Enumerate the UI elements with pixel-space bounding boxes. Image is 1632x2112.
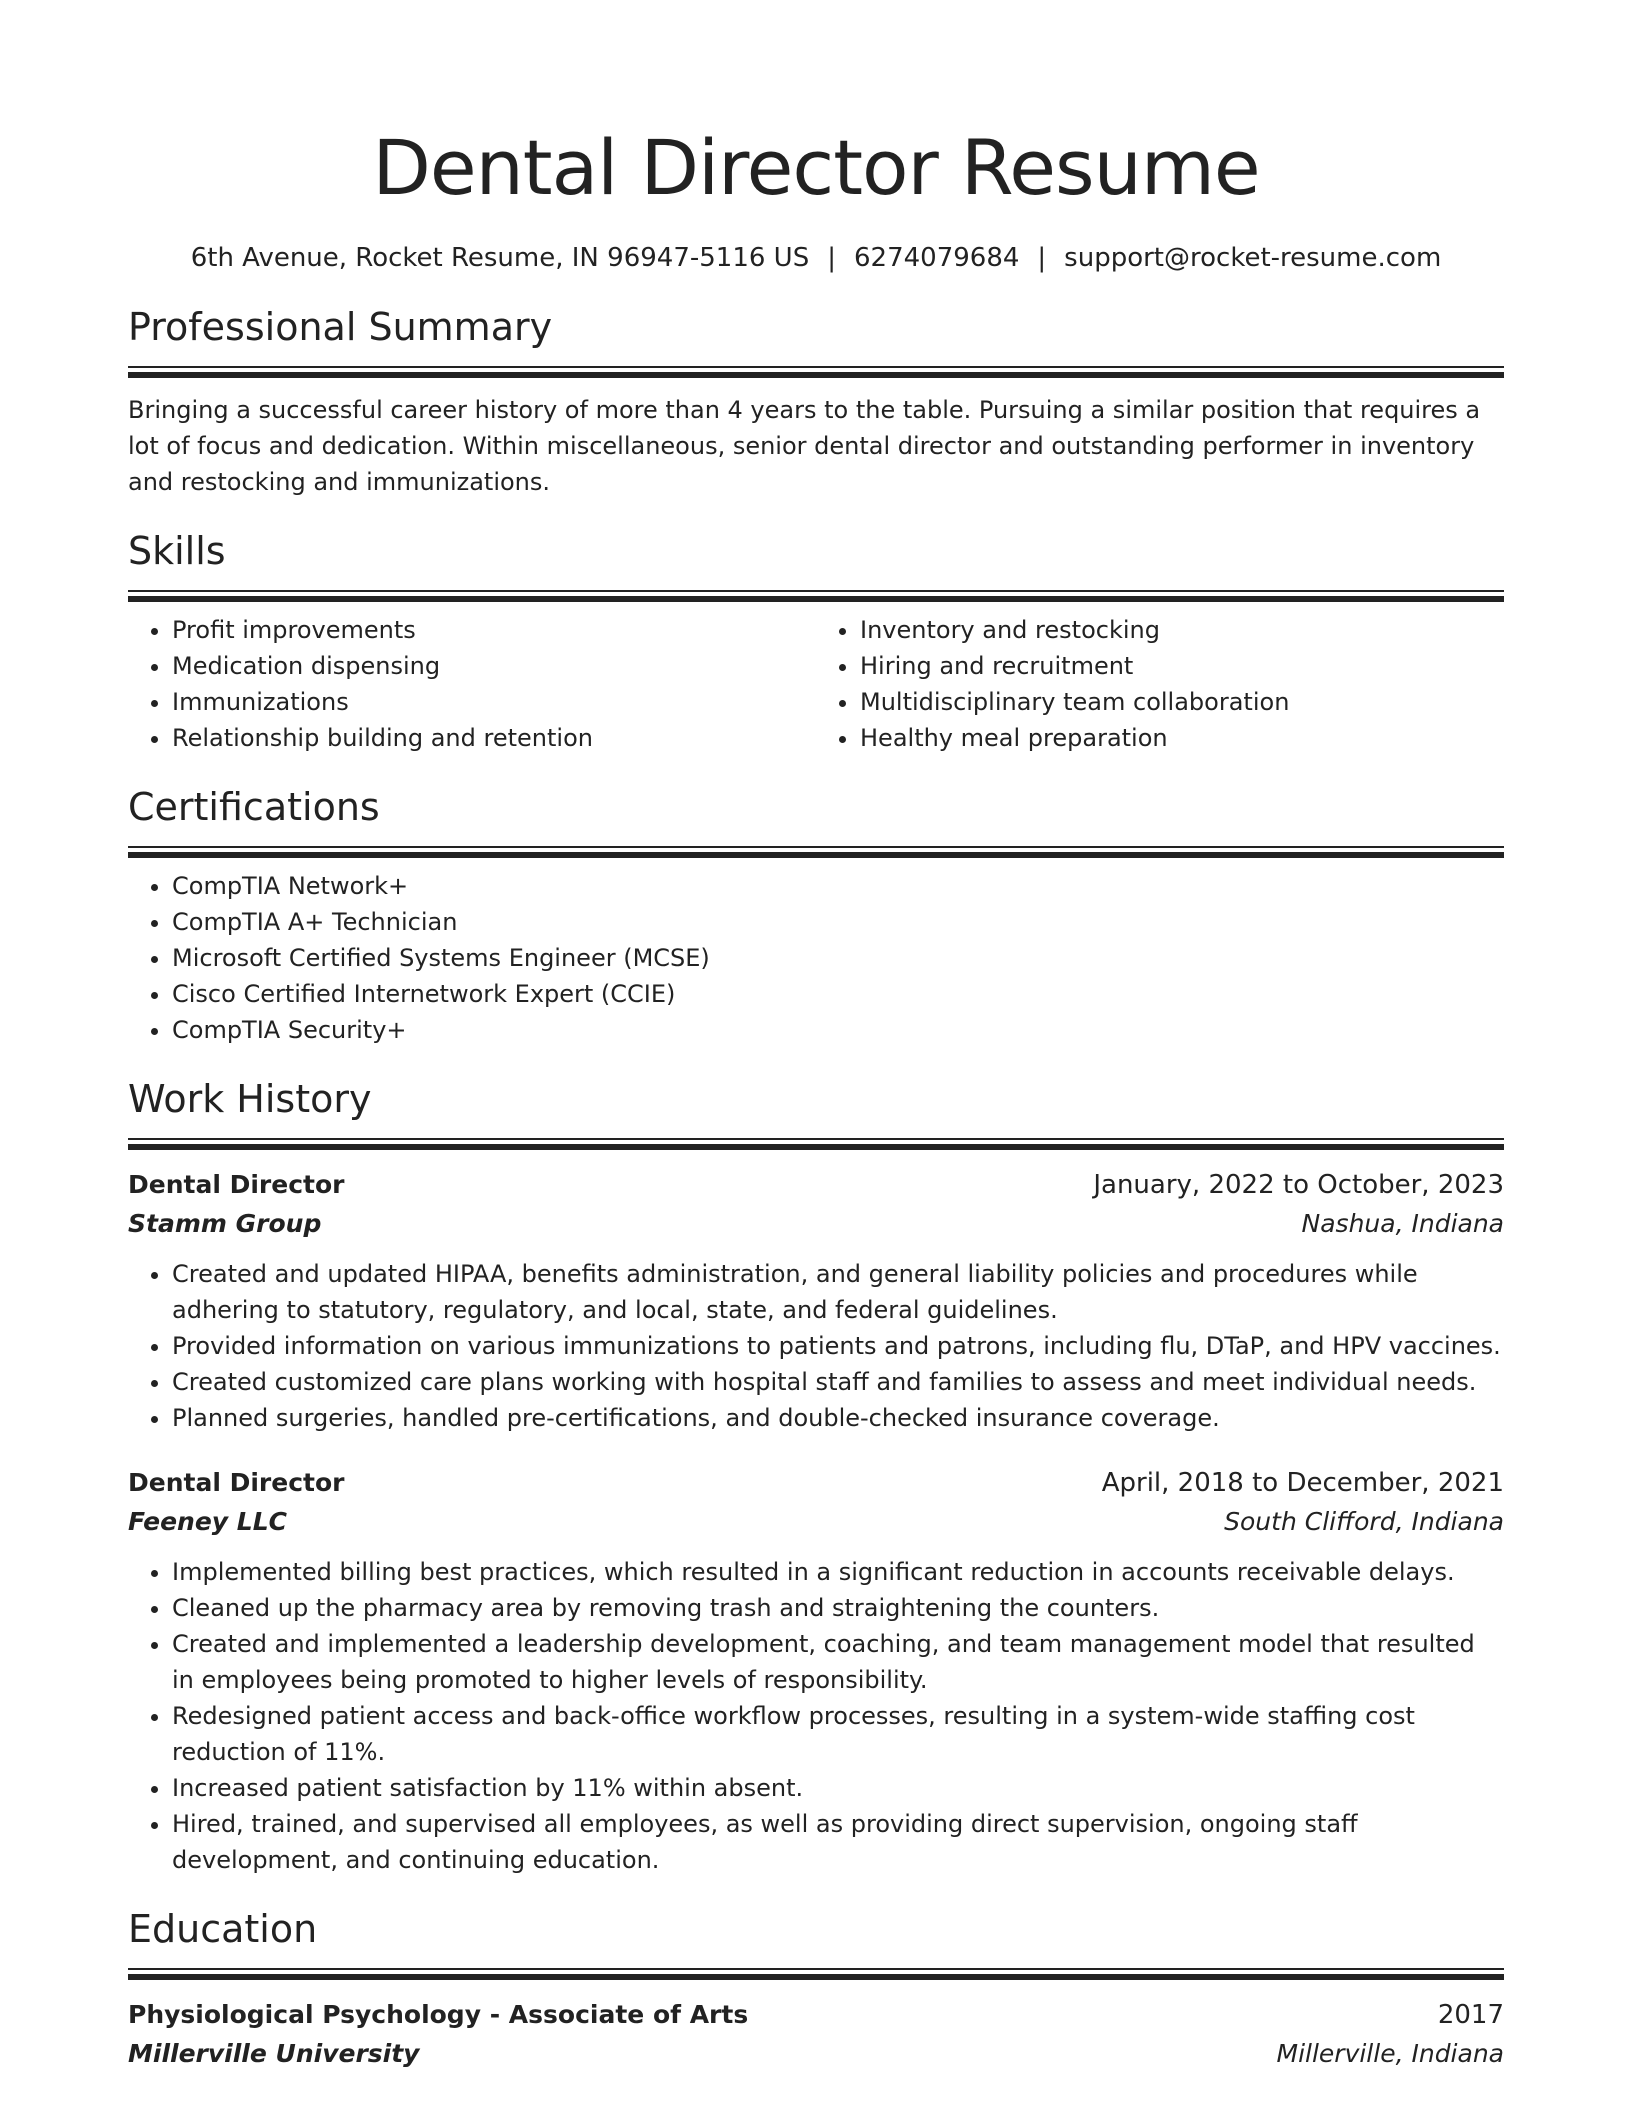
section-heading-work-history: Work History	[128, 1077, 372, 1121]
job-bullet: • Created and implemented a leadership development, coaching, and team management model that resulted in employees being promoted to higher levels of responsibility.	[172, 1626, 1504, 1698]
skill-item: • Inventory and restocking	[860, 612, 1504, 648]
contact-address: 6th Avenue, Rocket Resume, IN 96947-5116 US	[190, 243, 810, 273]
section-heading-summary: Professional Summary	[128, 305, 553, 349]
job-bullet: • Provided information on various immunizations to patients and patrons, including flu, DTaP, and HPV vaccines.	[172, 1328, 1504, 1364]
skill-item: • Profit improvements	[172, 612, 816, 648]
job-bullet: • Planned surgeries, handled pre-certifications, and double-checked insurance coverage.	[172, 1400, 1504, 1436]
section-heading-skills: Skills	[128, 529, 226, 573]
job-bullets	[128, 1554, 1504, 1878]
job-location: Nashua, Indiana	[1301, 1209, 1504, 1238]
skills-list-right	[816, 612, 1504, 756]
education-year: 2017	[1437, 2000, 1504, 2030]
contact-line	[128, 240, 1504, 276]
job-bullet: • Hired, trained, and supervised all employees, as well as providing direct supervision, ongoing staff development, and continuing education.	[172, 1806, 1504, 1878]
certifications-section	[128, 782, 1504, 1048]
job-company-row	[128, 1502, 1504, 1542]
job-dates: January, 2022 to October, 2023	[1093, 1170, 1504, 1200]
section-divider	[128, 366, 1504, 378]
education-header-row	[128, 1996, 1504, 2034]
job-header-row	[128, 1166, 1504, 1204]
contact-separator: |	[827, 243, 836, 273]
section-heading-certifications: Certifications	[128, 785, 380, 829]
skill-item: • Relationship building and retention	[172, 720, 816, 756]
job-bullets	[128, 1256, 1504, 1436]
contact-separator: |	[1037, 243, 1047, 273]
skill-item: • Medication dispensing	[172, 648, 816, 684]
job-dates: April, 2018 to December, 2021	[1101, 1468, 1504, 1498]
certification-item: • Microsoft Certified Systems Engineer (MCSE)	[172, 940, 1504, 976]
section-divider	[128, 590, 1504, 602]
skill-item: • Immunizations	[172, 684, 816, 720]
job-title: Dental Director	[128, 1170, 345, 1199]
job-bullet: • Created customized care plans working with hospital staff and families to assess and meet individual needs.	[172, 1364, 1504, 1400]
contact-email: support@rocket-resume.com	[1064, 243, 1442, 273]
job-company: Feeney LLC	[128, 1507, 288, 1536]
certification-item: • CompTIA Security+	[172, 1012, 1504, 1048]
summary-section	[128, 302, 1504, 500]
certification-item: • Cisco Certified Internetwork Expert (CCIE)	[172, 976, 1504, 1012]
education-section	[128, 1904, 1504, 2074]
section-divider	[128, 1138, 1504, 1150]
skill-item: • Hiring and recruitment	[860, 648, 1504, 684]
job-entry	[128, 1464, 1504, 1878]
job-bullet: • Increased patient satisfaction by 11% within absent.	[172, 1770, 1504, 1806]
job-entry	[128, 1166, 1504, 1436]
education-school: Millerville University	[128, 2039, 420, 2068]
section-divider	[128, 846, 1504, 858]
certification-item: • CompTIA Network+	[172, 868, 1504, 904]
work-history-section	[128, 1074, 1504, 1878]
job-location: South Clifford, Indiana	[1224, 1507, 1504, 1536]
resume-title: Dental Director Resume	[372, 123, 1260, 212]
education-entry	[128, 1996, 1504, 2074]
skill-item: • Healthy meal preparation	[860, 720, 1504, 756]
education-degree: Physiological Psychology - Associate of Arts	[128, 2000, 749, 2029]
skills-list-left	[128, 612, 816, 756]
job-company-row	[128, 1204, 1504, 1244]
education-location: Millerville, Indiana	[1276, 2039, 1504, 2068]
job-header-row	[128, 1464, 1504, 1502]
job-title: Dental Director	[128, 1468, 345, 1497]
education-school-row	[128, 2034, 1504, 2074]
contact-phone: 6274079684	[853, 243, 1020, 273]
skills-section	[128, 526, 1504, 756]
certification-item: • CompTIA A+ Technician	[172, 904, 1504, 940]
summary-text: Bringing a successful career history of more than 4 years to the table. Pursuing a similar position that requires a lot of focus and dedication. Within miscellaneous, senior dental director and outstanding performer in inventory and restocking and immunizations.	[128, 396, 1481, 496]
skills-grid	[128, 612, 1504, 756]
job-bullet: • Created and updated HIPAA, benefits administration, and general liability policies and procedures while adhering to statutory, regulatory, and local, state, and federal guidelines.	[172, 1256, 1504, 1328]
job-bullet: • Cleaned up the pharmacy area by removing trash and straightening the counters.	[172, 1590, 1504, 1626]
skill-item: • Multidisciplinary team collaboration	[860, 684, 1504, 720]
job-company: Stamm Group	[128, 1209, 322, 1238]
job-bullet: • Redesigned patient access and back-office workflow processes, resulting in a system-wide staffing cost reduction of 11%.	[172, 1698, 1504, 1770]
job-bullet: • Implemented billing best practices, which resulted in a significant reduction in accounts receivable delays.	[172, 1554, 1504, 1590]
certifications-list	[128, 868, 1504, 1048]
section-divider	[128, 1968, 1504, 1980]
section-heading-education: Education	[128, 1907, 318, 1951]
